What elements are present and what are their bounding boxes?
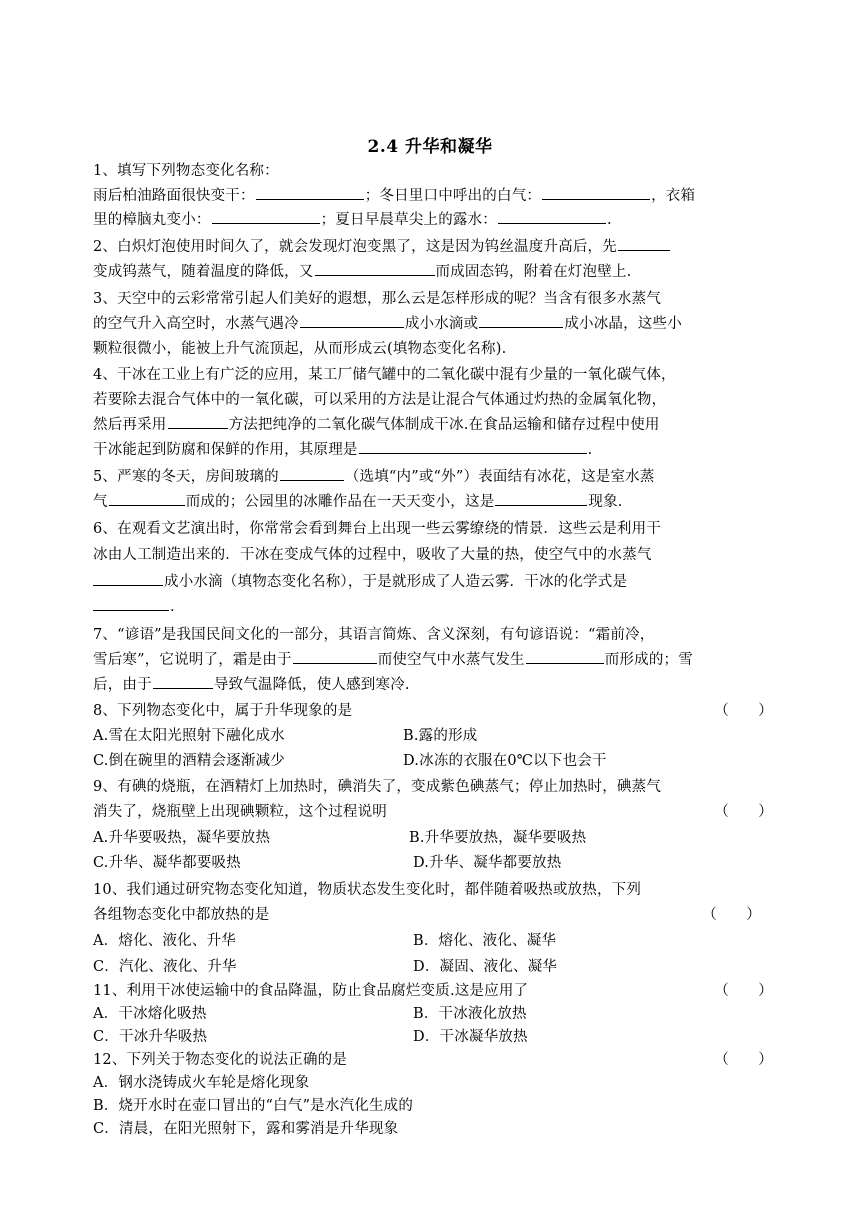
answer-blank[interactable] bbox=[495, 491, 587, 506]
option-b[interactable]: B.升华要放热，凝华要吸热 bbox=[409, 830, 587, 846]
q11-stem: 11、利用干冰使运输中的食品降温，防止食品腐烂变质.这是应用了 （ ） bbox=[93, 980, 773, 1002]
q4-line-2: 若要除去混合气体中的一氧化碳，可以采用的方法是让混合气体通过灼热的金属氧化物， bbox=[93, 392, 667, 408]
q8-options-row-1 bbox=[93, 725, 773, 747]
option-d[interactable]: D.冰冻的衣服在0℃以下也会干 bbox=[403, 753, 607, 769]
q5-line-2: 气 而成的；公园里的冰雕作品在一天天变小，这是 现象. bbox=[93, 491, 773, 513]
q6-line-3: 成小水滴（填物态变化名称），于是就形成了人造云雾．干冰的化学式是 bbox=[93, 571, 773, 593]
answer-blank[interactable] bbox=[542, 185, 650, 200]
answer-blank[interactable] bbox=[359, 439, 587, 454]
option-d[interactable]: D.升华、凝华都要放热 bbox=[413, 855, 562, 871]
option-a[interactable]: A．干冰熔化吸热 bbox=[93, 1006, 207, 1022]
q10-stem-1: 10、我们通过研究物态变化知道，物质状态发生变化时，都伴随着吸热或放热，下列 bbox=[93, 882, 642, 898]
q7-line-3: 后，由于 导致气温降低，使人感到寒冷. bbox=[93, 674, 773, 696]
option-d[interactable]: D．凝固、液化、凝华 bbox=[413, 959, 558, 975]
q12-option-a[interactable]: A．钢水浇铸成火车轮是熔化现象 bbox=[93, 1075, 310, 1091]
q9-options-row-1 bbox=[93, 827, 773, 849]
option-a[interactable]: A.升华要吸热，凝华要放热 bbox=[93, 830, 271, 846]
answer-parentheses[interactable]: （ ） bbox=[702, 907, 761, 923]
q7-line-1: 7、“谚语”是我国民间文化的一部分，其语言简炼、含义深刻，有句谚语说：“霜前冷， bbox=[93, 627, 655, 643]
answer-blank[interactable] bbox=[212, 209, 320, 224]
q2-line-1: 2、白炽灯泡使用时间久了，就会发现灯泡变黑了，这是因为钨丝温度升高后，先 bbox=[93, 236, 773, 258]
q3-line-3: 颗粒很微小，能被上升气流顶起，从而形成云(填物态变化名称). bbox=[93, 341, 507, 357]
q11-options-row-1 bbox=[93, 1003, 773, 1025]
q9-stem-2: 消失了，烧瓶壁上出现碘颗粒，这个过程说明 （ ） bbox=[93, 801, 773, 823]
q12-stem: 12、下列关于物态变化的说法正确的是 （ ） bbox=[93, 1049, 773, 1071]
q10-options-row-2 bbox=[93, 956, 773, 978]
q1-line-1: 1、填写下列物态变化名称： bbox=[93, 163, 279, 179]
q3-line-1: 3、天空中的云彩常常引起人们美好的遐想，那么云是怎样形成的呢？当含有很多水蒸气 bbox=[93, 291, 662, 307]
q5-line-1: 5、严寒的冬天，房间玻璃的 （选填“内”或“外”）表面结有冰花，这是室水蒸 bbox=[93, 466, 773, 488]
option-c[interactable]: C.倒在碗里的酒精会逐渐减少 bbox=[93, 753, 285, 769]
answer-parentheses[interactable]: （ ） bbox=[714, 804, 773, 820]
q6-line-1: 6、在观看文艺演出时，你常常会看到舞台上出现一些云雾缭绕的情景．这些云是利用干 bbox=[93, 521, 662, 537]
q11-options-row-2 bbox=[93, 1026, 773, 1048]
answer-parentheses[interactable]: （ ） bbox=[714, 703, 773, 719]
answer-blank[interactable] bbox=[256, 185, 364, 200]
answer-blank[interactable] bbox=[168, 414, 228, 429]
answer-blank[interactable] bbox=[109, 491, 185, 506]
answer-blank[interactable] bbox=[526, 649, 604, 664]
q4-line-1: 4、干冰在工业上有广泛的应用，某工厂储气罐中的二氧化碳中混有少量的一氧化碳气体， bbox=[93, 367, 676, 383]
answer-blank[interactable] bbox=[479, 313, 563, 328]
answer-blank[interactable] bbox=[618, 236, 670, 251]
q6-line-4: . bbox=[93, 596, 773, 618]
option-c[interactable]: C．干冰升华吸热 bbox=[93, 1029, 208, 1045]
q8-options-row-2 bbox=[93, 750, 773, 772]
option-a[interactable]: A．熔化、液化、升华 bbox=[93, 933, 236, 949]
answer-parentheses[interactable]: （ ） bbox=[714, 1052, 773, 1068]
answer-blank[interactable] bbox=[315, 261, 435, 276]
option-a[interactable]: A.雪在太阳光照射下融化成水 bbox=[93, 728, 285, 744]
q3-line-2: 的空气升入高空时，水蒸气遇冷 成小水滴或 成小冰晶，这些小 bbox=[93, 313, 773, 335]
q8-stem: 8、下列物态变化中，属于升华现象的是 （ ） bbox=[93, 700, 773, 722]
option-c[interactable]: C．汽化、液化、升华 bbox=[93, 959, 237, 975]
q1-line-2: 雨后柏油路面很快变干： ；冬日里口中呼出的白气： ，衣箱 bbox=[93, 185, 773, 207]
q12-option-c[interactable]: C．清晨，在阳光照射下，露和雾消是升华现象 bbox=[93, 1121, 399, 1137]
q6-line-2: 冰由人工制造出来的．干冰在变成气体的过程中，吸收了大量的热，使空气中的水蒸气 bbox=[93, 547, 652, 563]
option-b[interactable]: B．干冰液化放热 bbox=[413, 1006, 527, 1022]
q9-stem-1: 9、有碘的烧瓶，在酒精灯上加热时，碘消失了，变成紫色碘蒸气；停止加热时，碘蒸气 bbox=[93, 779, 662, 795]
q2-line-2: 变成钨蒸气，随着温度的降低，又 而成固态钨，附着在灯泡壁上. bbox=[93, 261, 773, 283]
option-b[interactable]: B．熔化、液化、凝华 bbox=[413, 933, 557, 949]
page-title: 2.4 升华和凝华 bbox=[367, 137, 493, 157]
q4-line-3: 然后再采用 方法把纯净的二氧化碳气体制成干冰.在食品运输和储存过程中使用 bbox=[93, 414, 773, 436]
option-d[interactable]: D．干冰凝华放热 bbox=[413, 1029, 528, 1045]
answer-blank[interactable] bbox=[300, 313, 404, 328]
q1-line-3: 里的樟脑丸变小： ；夏日早晨草尖上的露水： . bbox=[93, 209, 773, 231]
q10-stem-2: 各组物态变化中都放热的是 （ ） bbox=[93, 904, 773, 926]
q12-option-b[interactable]: B．烧开水时在壶口冒出的“白气”是水汽化生成的 bbox=[93, 1098, 414, 1114]
answer-blank[interactable] bbox=[498, 209, 606, 224]
answer-blank[interactable] bbox=[293, 649, 377, 664]
q10-options-row-1 bbox=[93, 930, 773, 952]
option-c[interactable]: C.升华、凝华都要吸热 bbox=[93, 855, 241, 871]
answer-blank[interactable] bbox=[280, 466, 344, 481]
answer-blank[interactable] bbox=[93, 596, 169, 611]
q9-options-row-2 bbox=[93, 852, 773, 874]
answer-blank[interactable] bbox=[153, 674, 213, 689]
option-b[interactable]: B.露的形成 bbox=[403, 728, 478, 744]
answer-parentheses[interactable]: （ ） bbox=[714, 983, 773, 999]
q7-line-2: 雪后寒”，它说明了，霜是由于 而使空气中水蒸气发生 而形成的；雪 bbox=[93, 649, 773, 671]
q4-line-4: 干冰能起到防腐和保鲜的作用，其原理是 . bbox=[93, 439, 773, 461]
answer-blank[interactable] bbox=[93, 571, 163, 586]
